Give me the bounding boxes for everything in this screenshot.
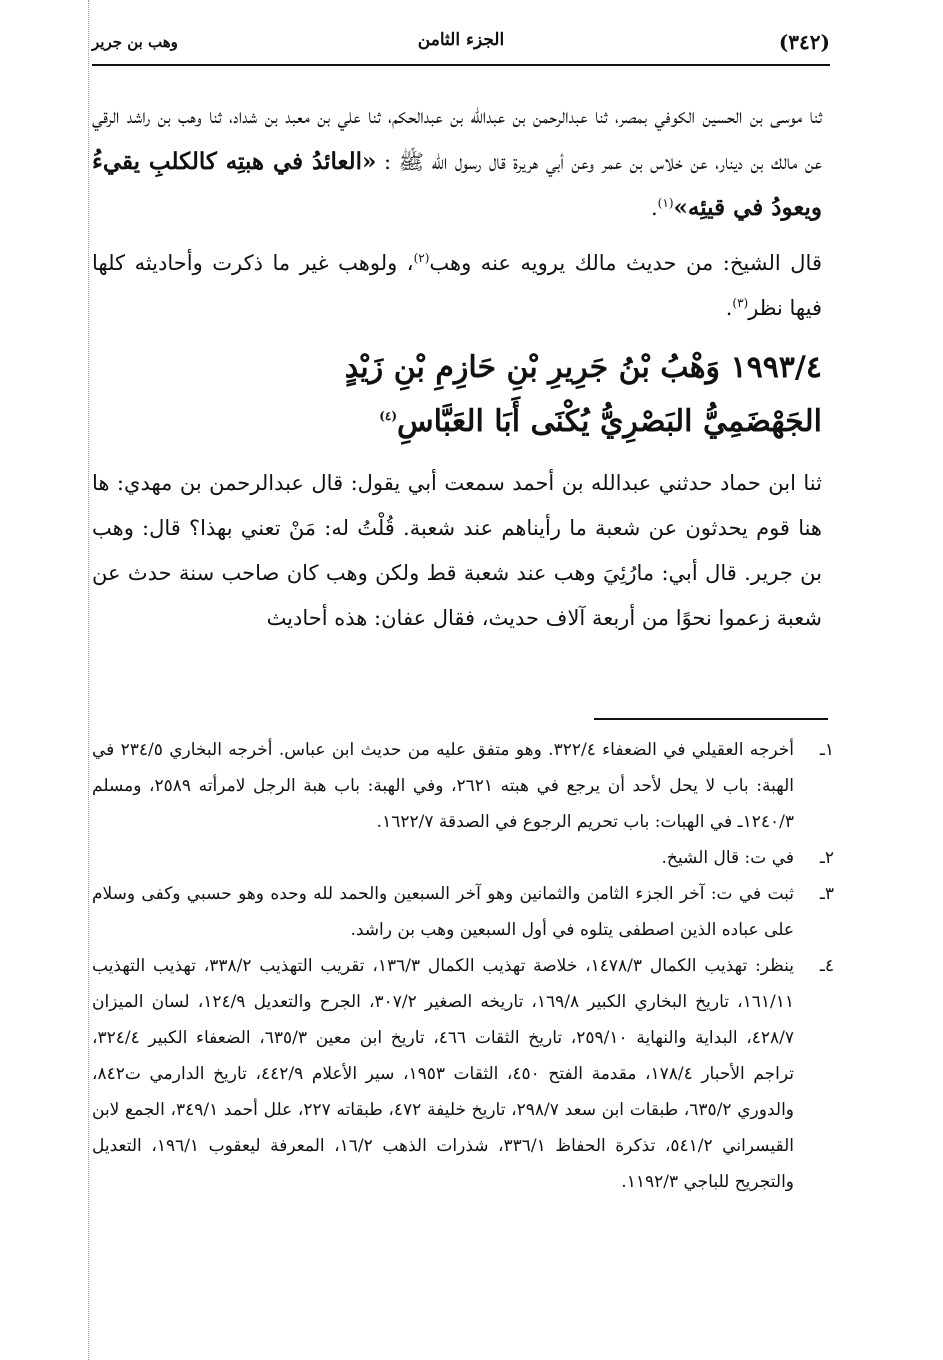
footnote-3 <box>92 876 834 948</box>
footnote-1 <box>92 732 834 840</box>
footnote-2 <box>92 840 834 876</box>
narration-text: ثنا ابن حماد حدثني عبدالله بن أحمد سمعت أبي يقول: قال عبدالرحمن بن مهدي: ها هنا قوم يحدثون عن شعبة ما رأيناهم عند شعبة. قُلْتُ له: مَنْ تعني بهذا؟ قال: وهب بن جرير. قال أبي: مارُئِيَ وهب عند شعبة قط ولكن وهب كان صاحب سنة حدث عن شعبة زعموا نحوًا من أربعة آلاف حديث، فقال عفان: هذه أحاديث <box>92 471 822 630</box>
period: . <box>650 196 658 220</box>
footnote-ref-3: (٣) <box>732 296 749 310</box>
footnote-text: في ت: قال الشيخ. <box>661 848 794 868</box>
shaykh-text-b: ، ولوهب غير ما ذكرت وأحاديثه كلها فيها نظر <box>92 251 822 320</box>
paragraph-isnad <box>92 94 822 231</box>
entry-title <box>92 341 822 449</box>
part-title: الجزء الثامن <box>417 30 505 50</box>
hadith-text: «العائدُ في هبتِه كالكلبِ يقيءُ ويعودُ في قيئِه» <box>92 148 822 221</box>
period: . <box>725 296 733 320</box>
footnote-text: أخرجه العقيلي في الضعفاء ٣٢٢/٤. وهو متفق عليه من حديث ابن عباس. أخرجه البخاري ٢٣٤/٥ في الهبة: باب لا يحل لأحد أن يرجع في هبته ٢٦٢١، وفي الهبة: باب هبة الرجل لامرأته ٢٥٨٩، ومسلم ١٢٤٠/٣ـ في الهبات: باب تحريم الرجوع في الصدقة ١٦٢٢/٧. <box>92 740 794 832</box>
footnote-text: ينظر: تهذيب الكمال ١٤٧٨/٣، خلاصة تهذيب الكمال ١٣٦/٣، تقريب التهذيب ٣٣٨/٢، تهذيب التهذيب ١٦١/١١، تاريخ البخاري الكبير ١٦٩/٨، تاريخه الصغير ٣٠٧/٢، الجرح والتعديل ١٢٤/٩، لسان الميزان ٤٢٨/٧، البداية والنهاية ٢٥٩/١٠، تاريخ الثقات ٤٦٦، تاريخ ابن معين ٦٣٥/٣، الضعفاء الكبير ٣٢٤/٤، تراجم الأحبار ١٧٨/٤، مقدمة الفتح ٤٥٠، الثقات ١٩٥٣، سير الأعلام ٤٤٢/٩، تاريخ الدارمي ت٨٤٢، والدوري ٦٣٥/٢، طبقات ابن سعد ٢٩٨/٧، تاريخ خليفة ٤٧٢، طبقاته ٢٢٧، علل أحمد ٣٤٩/١، الجمع لابن القيسراني ٥٤١/٢، تذكرة الحفاظ ٣٣٦/١، شذرات الذهب ١٦/٢، المعرفة ليعقوب ١٩٦/١، التعديل والتجريح للباجي ١١٩٢/٣. <box>92 956 795 1192</box>
footnote-separator <box>594 718 828 720</box>
footnote-ref-2: (٢) <box>413 251 430 265</box>
shaykh-text-a: قال الشيخ: من حديث مالك يرويه عنه وهب <box>429 251 822 275</box>
footnote-ref-1: (١) <box>657 196 674 210</box>
footnote-number: ١ـ <box>819 740 834 760</box>
footnote-4 <box>92 948 834 1200</box>
paragraph-shaykh <box>92 241 822 331</box>
footnote-text: ثبت في ت: آخر الجزء الثامن والثمانين وهو آخر السبعين والحمد لله وحده وهو حسبي وكفى وسلام على عباده الذين اصطفى يتلوه في أول السبعين وهب بن راشد. <box>92 884 794 940</box>
running-header <box>92 28 830 62</box>
page-edge-dotted-line <box>88 0 89 1360</box>
isnad-text: ثنا موسى بن الحسين الكوفي بمصر، ثنا عبدالرحمن بن عبدالله بن عبدالحكم، ثنا علي بن معبد بن شداد، ثنا وهب بن راشد الرقي عن مالك بن دينار، عن خلاس بن عمر وعن أبي هريرة قال رسول الله ﷺ : <box>92 104 822 174</box>
main-text <box>92 94 822 641</box>
entry-name-header: وهب بن جرير <box>92 33 178 51</box>
paragraph-narration <box>92 461 822 641</box>
entry-title-line-2-text: الجَهْضَمِيُّ البَصْرِيُّ يُكْنَى أَبَا العَبَّاسِ <box>397 404 822 439</box>
footnote-number: ٢ـ <box>819 848 834 868</box>
footnote-number: ٤ـ <box>819 956 834 976</box>
header-rule <box>92 64 830 66</box>
footnote-ref-4: (٤) <box>379 409 398 423</box>
footnote-number: ٣ـ <box>819 884 834 904</box>
footnotes <box>92 732 834 1200</box>
page-number: (٣٤٢) <box>778 30 830 54</box>
entry-title-line-1: ١٩٩٣/٤ وَهْبُ بْنُ جَرِيرِ بْنِ حَازِمِ بْنِ زَيْدٍ <box>344 350 822 385</box>
entry-title-line-2 <box>92 395 822 449</box>
